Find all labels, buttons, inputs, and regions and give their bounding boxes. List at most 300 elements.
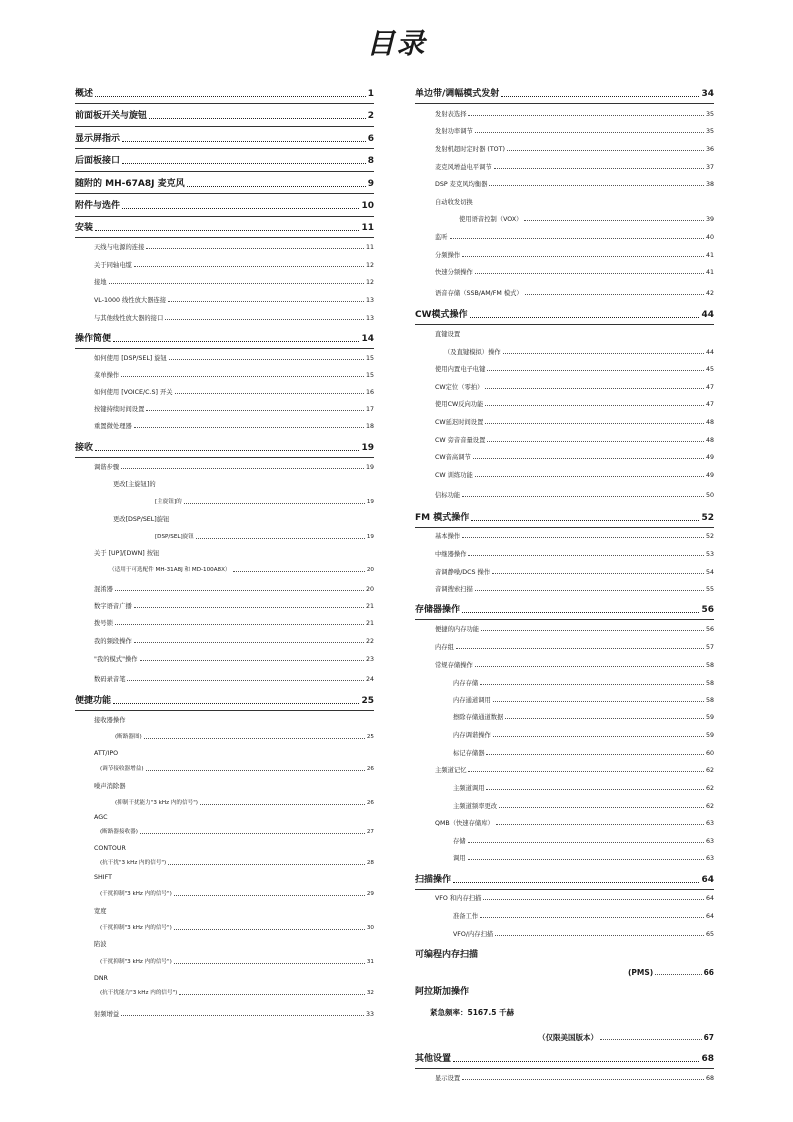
toc-entry[interactable] [94,407,374,413]
leader-dots [134,607,364,608]
leader-dots [187,186,366,187]
leader-dots [468,771,704,772]
toc-entry[interactable] [94,356,374,362]
toc-entry-label: 扫描操作 [415,875,452,885]
toc-entry[interactable] [75,224,374,233]
toc-entry-label: 使用CW反向功能 [435,401,484,408]
toc-entry[interactable] [435,663,714,669]
toc-entry[interactable] [94,373,374,379]
toc-entry[interactable] [435,367,714,373]
toc-entry-label: 我的频段操作 [94,638,132,645]
toc-entry[interactable] [435,385,714,391]
toc-entry-heading[interactable] [94,846,374,852]
toc-entry-label: 噪声消除器 [94,783,126,790]
toc-entry-label: 安装 [75,223,94,233]
toc-entry[interactable] [155,535,374,541]
toc-entry-label: 调谐步骤 [94,464,120,471]
leader-dots [492,573,704,574]
leader-dots [95,450,359,451]
toc-entry[interactable] [100,960,374,966]
toc-entry-label: 拨号锁 [94,620,113,627]
leader-dots [485,388,704,389]
toc-entry-page: 55 [705,586,714,593]
toc-entry-heading[interactable] [430,1009,714,1017]
toc-entry[interactable] [538,1034,714,1042]
toc-entry-page: 67 [703,1033,714,1042]
toc-entry-page: 65 [705,931,714,938]
toc-entry-page: 60 [705,750,714,757]
toc-entry-page: 19 [361,443,374,453]
leader-dots [233,571,365,572]
toc-entry[interactable] [115,735,374,741]
toc-entry[interactable] [75,90,374,99]
leader-dots [468,859,704,860]
toc-entry-label: VFO 和内存扫描 [435,895,482,902]
toc-entry-label: 随附的 MH-67A8J 麦克风 [75,179,185,189]
toc-entry-page: 25 [366,734,374,740]
leader-dots [121,376,364,377]
toc-entry-label: 擦除存储通道数据 [453,714,504,721]
toc-entry[interactable] [100,892,374,898]
toc-entry[interactable] [100,926,374,932]
toc-entry-label: 监听 [435,234,448,241]
toc-entry-label: CW 旁音音量设置 [435,437,486,444]
toc-entry-page: 26 [366,800,374,806]
leader-dots [140,660,364,661]
leader-dots [525,294,704,295]
toc-entry-page: 63 [705,855,714,862]
leader-dots [122,141,366,142]
leader-dots [122,208,359,209]
toc-entry-label: CW 训练功能 [435,472,473,479]
toc-entry[interactable] [94,677,374,683]
toc-entry[interactable] [94,639,374,645]
toc-entry[interactable] [75,135,374,144]
leader-dots [175,393,364,394]
divider [415,889,714,890]
toc-entry-heading[interactable] [94,875,374,881]
toc-entry[interactable] [435,235,714,241]
toc-entry[interactable] [435,473,714,479]
leader-dots [109,283,364,284]
toc-entry[interactable] [94,424,374,430]
toc-entry[interactable] [415,606,714,615]
toc-entry[interactable] [435,129,714,135]
toc-entry-page: 63 [705,820,714,827]
toc-entry-label: SHIFT [94,874,112,881]
toc-entry-label: 宽度 [94,908,107,915]
toc-entry-label: 麦克风增益电平调节 [435,164,492,171]
leader-dots [146,248,364,249]
toc-entry[interactable] [115,801,374,807]
toc-entry[interactable] [435,768,714,774]
toc-entry-page: 56 [701,605,714,615]
toc-entry[interactable] [415,1055,714,1064]
toc-entry-label: 更改[DSP/SEL]旋钮 [113,516,170,523]
leader-dots [473,458,704,459]
toc-entry-page: 25 [361,696,374,706]
toc-entry[interactable] [435,645,714,651]
toc-entry-heading[interactable] [94,551,374,557]
toc-entry[interactable] [75,180,374,189]
toc-entry-label: 存储器操作 [415,605,461,615]
leader-dots [140,833,365,834]
toc-entry-page: 62 [705,803,714,810]
toc-entry-label: 主频道调用 [453,785,485,792]
divider [415,324,714,325]
toc-entry-label: 关于 [UP]/[DWN] 按钮 [94,550,160,557]
toc-entry[interactable] [435,291,714,297]
toc-entry-page: 59 [705,732,714,739]
toc-entry-label: 分频操作 [435,252,461,259]
toc-entry-page: 64 [705,895,714,902]
leader-dots [468,115,704,116]
divider [75,457,374,458]
toc-entry-page: 37 [705,164,714,171]
toc-entry-label: AGC [94,814,108,821]
leader-dots [499,807,704,808]
toc-entry-heading[interactable] [94,942,374,948]
toc-entry-page: 47 [705,384,714,391]
toc-entry-label: 直键设置 [435,331,461,338]
toc-entry-label: CW音高调节 [435,454,471,461]
leader-dots [174,895,365,896]
toc-entry-page: 31 [366,959,374,965]
toc-entry-page: 20 [366,567,374,573]
toc-entry-label: 准备工作 [453,913,479,920]
leader-dots [146,770,365,771]
toc-entry[interactable] [94,621,374,627]
toc-entry[interactable] [75,697,374,706]
toc-entry[interactable] [75,444,374,453]
leader-dots [485,405,704,406]
toc-entry[interactable] [435,455,714,461]
toc-entry-page: 24 [365,676,374,683]
toc-entry[interactable] [415,90,714,99]
toc-entry-label: 菜单操作 [94,372,120,379]
toc-entry-label: 便捷功能 [75,696,112,706]
toc-entry[interactable] [94,1012,374,1018]
leader-dots [168,301,364,302]
toc-entry-label: 射频增益 [94,1011,120,1018]
toc-entry-page: 59 [705,714,714,721]
toc-entry-label: 操作简便 [75,334,112,344]
toc-entry-label: 使用内置电子电键 [435,366,486,373]
leader-dots [493,736,704,737]
toc-entry-page: 53 [705,551,714,558]
leader-dots [462,612,699,613]
toc-entry-page: 36 [705,146,714,153]
toc-entry-heading[interactable] [94,784,374,790]
leader-dots [115,624,364,625]
leader-dots [475,590,704,591]
toc-entry-heading[interactable] [113,482,374,488]
toc-entry-heading[interactable] [435,200,714,206]
leader-dots [462,496,704,497]
toc-entry-label: 内存组 [435,644,454,651]
toc-entry[interactable] [459,217,714,223]
toc-entry[interactable] [435,821,714,827]
toc-entry[interactable] [94,316,374,322]
leader-dots [471,520,699,521]
toc-entry-page: 44 [705,349,714,356]
toc-entry-heading[interactable] [94,815,374,821]
toc-entry-label: 使用语音控制（VOX） [459,216,523,223]
toc-entry-page: 58 [705,697,714,704]
toc-entry[interactable] [75,112,374,121]
toc-entry-label: 其他设置 [415,1054,452,1064]
leader-dots [134,427,364,428]
divider [75,148,374,149]
leader-dots [453,1061,699,1062]
toc-entry-label: 存储 [453,838,466,845]
toc-entry-page: 68 [705,1075,714,1082]
toc-entry-heading[interactable] [94,718,374,724]
leader-dots [121,1015,364,1016]
toc-entry[interactable] [435,112,714,118]
toc-entry-heading[interactable] [94,976,374,982]
toc-entry[interactable] [453,856,714,862]
toc-entry-label: 信标功能 [435,492,461,499]
toc-entry-page: 49 [705,472,714,479]
toc-entry-page: 12 [365,279,374,286]
toc-entry-page: 19 [366,499,374,505]
toc-entry-page: 33 [365,1011,374,1018]
leader-dots [486,789,704,790]
toc-entry[interactable] [435,402,714,408]
toc-entry[interactable] [453,804,714,810]
leader-dots [200,804,365,805]
toc-entry-page: 32 [366,990,374,996]
toc-entry[interactable] [75,202,374,211]
leader-dots [470,317,700,318]
toc-entry-page: 11 [365,244,374,251]
toc-entry[interactable] [94,604,374,610]
toc-entry[interactable] [100,991,374,997]
toc-entry-page: 30 [366,925,374,931]
toc-entry[interactable] [435,896,714,902]
toc-entry[interactable] [435,165,714,171]
toc-entry-label: 与其他线性放大器的接口 [94,315,164,322]
toc-entry[interactable] [435,253,714,259]
toc-entry-label: ATT/IPO [94,750,119,757]
toc-entry-label: (调节接收器增益) [100,766,144,772]
toc-entry-label: CW定位（零拍） [435,384,484,391]
toc-entry[interactable] [415,311,714,320]
toc-entry-label: 后面板接口 [75,156,121,166]
leader-dots [462,256,704,257]
leader-dots [493,701,704,702]
toc-entry-label: 可编程内存扫描 [415,950,479,960]
toc-entry[interactable] [94,263,374,269]
toc-entry-page: 15 [365,355,374,362]
toc-entry[interactable] [109,568,374,574]
toc-entry-page: 26 [366,766,374,772]
toc-entry[interactable] [435,493,714,499]
divider [415,1068,714,1069]
toc-entry-page: 8 [367,156,374,166]
leader-dots [169,359,364,360]
toc-entry[interactable] [435,420,714,426]
toc-entry[interactable] [435,270,714,276]
toc-entry-page: 17 [365,406,374,413]
toc-entry-page: 11 [361,223,374,233]
toc-entry-page: 42 [705,290,714,297]
toc-entry-label: 单边带/调幅模式发射 [415,89,500,99]
toc-entry-label: CW延迟时间设置 [435,419,484,426]
toc-entry[interactable] [453,698,714,704]
toc-entry[interactable] [435,587,714,593]
toc-entry-label: 发射表选择 [435,111,467,118]
toc-entry-page: 50 [705,492,714,499]
toc-entry-page: 64 [705,913,714,920]
toc-entry[interactable] [100,767,374,773]
toc-entry[interactable] [453,733,714,739]
divider [75,103,374,104]
toc-entry-page: 57 [705,644,714,651]
toc-entry-label: 混淆器 [94,586,113,593]
toc-entry[interactable] [94,657,374,663]
toc-entry[interactable] [453,932,714,938]
toc-entry-label: 概述 [75,89,94,99]
leader-dots [168,864,365,865]
leader-dots [501,96,699,97]
toc-entry-label: 如何使用 [DSP/SEL] 旋钮 [94,355,167,362]
toc-entry-label: (干扰抑制"3 kHz 内的信号") [100,959,172,965]
toc-entry-page: 13 [365,315,374,322]
toc-entry-heading[interactable] [415,951,714,960]
toc-entry[interactable] [453,751,714,757]
toc-entry-label: 语音存储（SSB/AM/FM 模式） [435,290,523,297]
toc-entry-label: 如何使用 [VOICE/C.S] 开关 [94,389,173,396]
toc-entry[interactable] [94,298,374,304]
toc-entry-heading[interactable] [435,332,714,338]
toc-entry[interactable] [453,715,714,721]
leader-dots [134,642,364,643]
toc-entry-label: QMB（快速存储库） [435,820,494,827]
divider [75,710,374,711]
toc-entry-label: 发射功率调节 [435,128,473,135]
toc-entry-label: 调用 [453,855,466,862]
leader-dots [494,168,704,169]
toc-entry[interactable] [100,830,374,836]
toc-entry-page: 18 [365,423,374,430]
toc-entry[interactable] [435,552,714,558]
leader-dots [127,680,364,681]
toc-entry-page: 48 [705,419,714,426]
toc-entry-label: 接地 [94,279,107,286]
toc-entry-label: 标记存储器 [453,750,485,757]
toc-entry[interactable] [94,280,374,286]
toc-entry[interactable] [435,182,714,188]
leader-dots [483,899,704,900]
toc-entry-page: 44 [701,310,714,320]
toc-entry-label: (断路器接收器) [100,829,138,835]
toc-entry-label: 紧急频率：5167.5 千赫 [430,1008,515,1017]
toc-entry-page: 28 [366,860,374,866]
toc-entry-page: 9 [367,179,374,189]
toc-entry-heading[interactable] [94,751,374,757]
divider [75,348,374,349]
toc-entry[interactable] [155,500,374,506]
toc-entry[interactable] [415,876,714,885]
toc-entry-page: 39 [705,216,714,223]
toc-entry-label: 数码录音笔 [94,676,126,683]
toc-entry-label: 音调静噪/DCS 操作 [435,569,491,576]
toc-entry-heading[interactable] [113,517,374,523]
toc-entry[interactable] [453,839,714,845]
toc-entry[interactable] [94,245,374,251]
toc-entry-page: 23 [365,656,374,663]
toc-entry-label: 快速分频操作 [435,269,473,276]
divider [75,171,374,172]
toc-entry-label: 前面板开关与旋钮 [75,111,148,121]
toc-entry[interactable] [453,786,714,792]
toc-entry-page: 58 [705,662,714,669]
toc-entry[interactable] [435,1076,714,1082]
toc-entry[interactable] [628,969,714,977]
leader-dots [495,935,704,936]
toc-entry-label: 常规存储操作 [435,662,473,669]
toc-entry[interactable] [94,390,374,396]
toc-entry-label: （及直键模拟）操作 [444,349,501,356]
leader-dots [144,738,365,739]
toc-entry[interactable] [75,335,374,344]
leader-dots [184,503,365,504]
toc-entry[interactable] [453,681,714,687]
toc-entry-heading[interactable] [94,909,374,915]
toc-entry[interactable] [75,157,374,166]
leader-dots [524,220,704,221]
leader-dots [134,266,364,267]
toc-entry[interactable] [94,587,374,593]
toc-entry-label: 内存通道调用 [453,697,491,704]
toc-entry-page: 62 [705,785,714,792]
toc-entry-page: 21 [365,620,374,627]
leader-dots [196,538,365,539]
toc-entry[interactable] [100,861,374,867]
divider [75,237,374,238]
toc-entry-page: 38 [705,181,714,188]
toc-entry[interactable] [435,627,714,633]
toc-entry-label: (PMS) [628,968,654,977]
toc-entry[interactable] [444,350,714,356]
leader-dots [179,994,365,995]
toc-entry[interactable] [453,914,714,920]
toc-entry[interactable] [435,147,714,153]
toc-entry-heading[interactable] [415,988,714,997]
toc-entry[interactable] [94,465,374,471]
toc-entry-label: 数字语音广播 [94,603,132,610]
page-title: 目录 [366,27,427,60]
toc-entry-page: 10 [361,201,374,211]
leader-dots [468,555,704,556]
toc-entry[interactable] [415,514,714,523]
toc-entry[interactable] [435,534,714,540]
toc-entry-page: 29 [366,891,374,897]
toc-entry-label: 显示设置 [435,1075,461,1082]
toc-entry[interactable] [435,438,714,444]
toc-entry-page: 13 [365,297,374,304]
toc-entry-page: 47 [705,401,714,408]
leader-dots [95,230,359,231]
toc-entry-label: 附件与选件 [75,201,121,211]
toc-entry[interactable] [435,570,714,576]
toc-entry-label: [主旋钮]的 [155,499,182,505]
toc-entry-page: 22 [365,638,374,645]
leader-dots [462,537,704,538]
leader-dots [475,666,704,667]
